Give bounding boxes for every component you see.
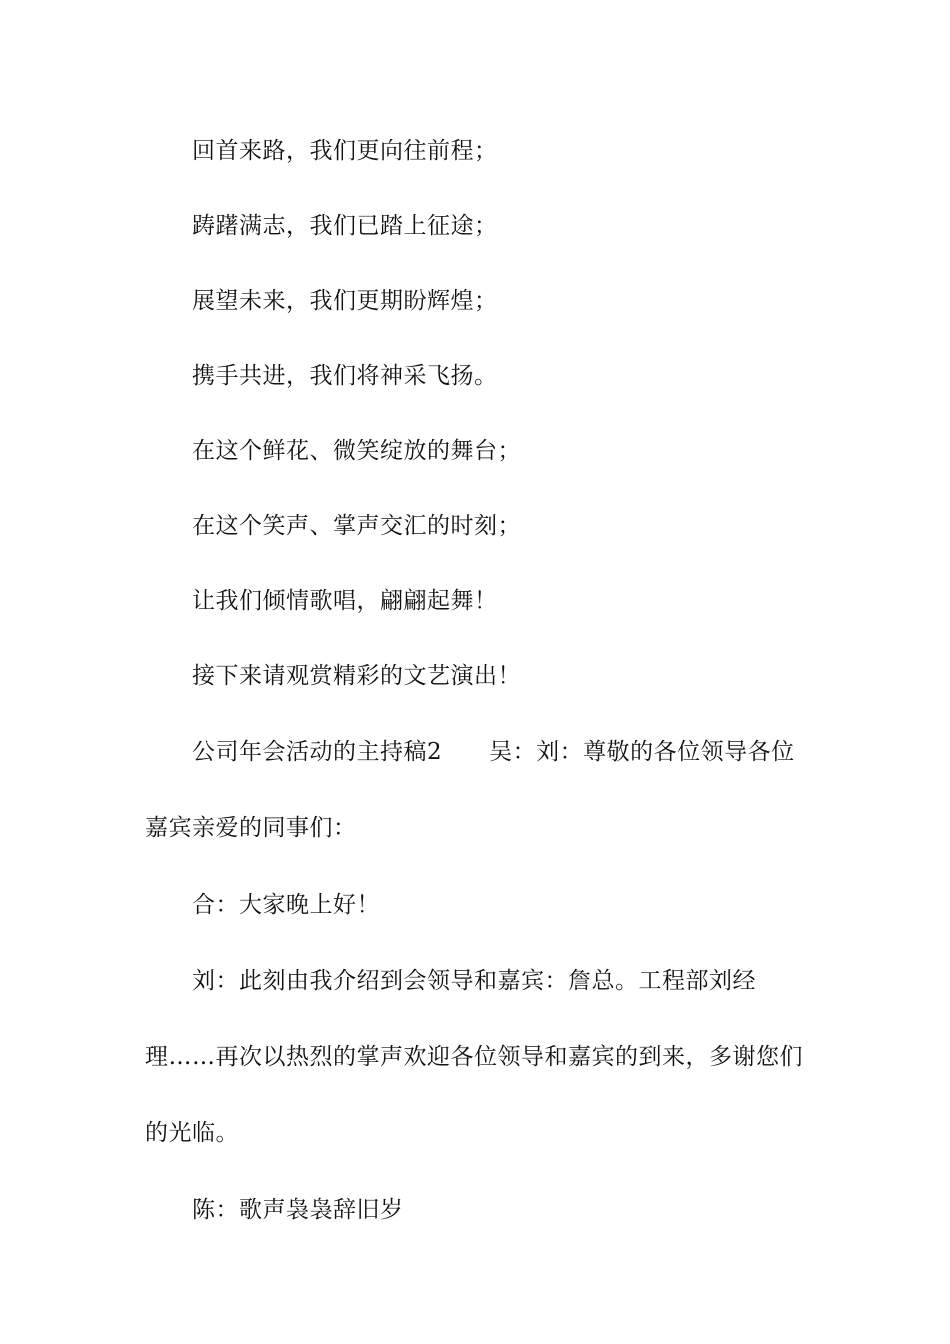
paragraph-1: 回首来路，我们更向往前程； [192, 138, 498, 164]
paragraph-9-heading: 公司年会活动的主持稿2 吴：刘：尊敬的各位领导各位嘉宾亲爱的同事们： [145, 739, 795, 841]
document-body [145, 128, 810, 1262]
paragraph-3: 展望未来，我们更期盼辉煌； [192, 288, 498, 314]
paragraph-4: 携手共进，我们将神采飞扬。 [192, 363, 498, 389]
paragraph-2: 踌躇满志，我们已踏上征途； [192, 213, 498, 239]
paragraph-7: 让我们倾情歌唱，翩翩起舞！ [192, 588, 498, 614]
paragraph-8: 接下来请观赏精彩的文艺演出！ [192, 663, 521, 689]
paragraph-6: 在这个笑声、掌声交汇的时刻； [192, 513, 521, 539]
paragraph-12: 陈：歌声袅袅辞旧岁 [192, 1197, 404, 1223]
paragraph-5: 在这个鲜花、微笑绽放的舞台； [192, 438, 521, 464]
paragraph-11: 刘：此刻由我介绍到会领导和嘉宾：詹总。工程部刘经理……再次以热烈的掌声欢迎各位领导和嘉宾的到来，多谢您们的光临。 [145, 968, 803, 1146]
paragraph-10: 合：大家晚上好！ [192, 892, 380, 918]
